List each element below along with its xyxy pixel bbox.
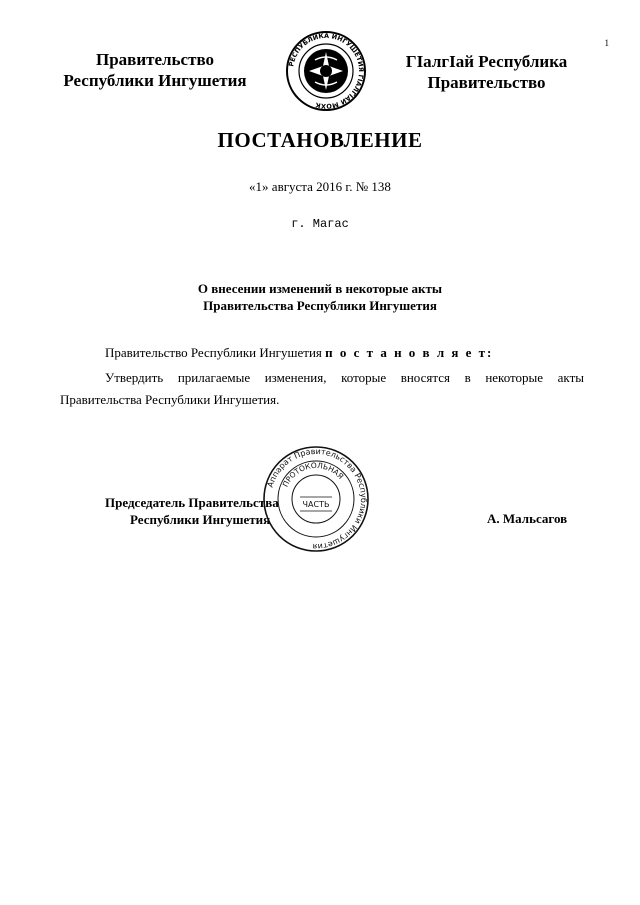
header-left	[40, 49, 270, 91]
stamp-inner-text: ПРОТОКОЛЬНАЯ	[280, 460, 346, 489]
document-city: г. Магас	[291, 217, 349, 231]
paragraph-1-text: Правительство Республики Ингушетия	[105, 345, 326, 360]
header-left-line-1: Правительство	[95, 50, 215, 69]
header-right-line-2: Правительство	[427, 73, 546, 92]
official-stamp	[262, 445, 370, 553]
header-right-line-1: ГIалгIай Республика	[405, 52, 568, 71]
position-line-2: Республики Ингушетия	[130, 512, 271, 527]
paragraph-1-resolves: п о с т а н о в л я е т:	[325, 345, 494, 360]
svg-text:ПРОТОКОЛЬНАЯ	[281, 461, 346, 489]
emblem-icon	[285, 30, 367, 112]
document-date-number: «1» августа 2016 г. № 138	[249, 179, 391, 194]
document-subject	[0, 280, 640, 314]
emblem-ring-text: РЕСПУБЛИКА ИНГУШЕТИЯ ГIАЛГIАЙ МОХК	[287, 31, 366, 111]
stamp-outer-text: Аппарат Правительства Республики Ингушетия	[265, 446, 369, 552]
stamp-center-text: ЧАСТЬ	[302, 500, 330, 509]
position-line-1: Председатель Правительства	[105, 495, 279, 510]
document-title: ПОСТАНОВЛЕНИЕ	[217, 128, 423, 152]
subject-line-2: Правительства Республики Ингушетия	[203, 298, 437, 313]
header-left-line-2: Республики Ингушетия	[63, 71, 247, 90]
signatory-name: А. Мальсагов	[487, 511, 568, 526]
subject-line-1: О внесении изменений в некоторые акты	[197, 281, 443, 296]
body-paragraph-2: Утвердить прилагаемые изменения, которые вносятся в некоторые акты Правительства Республики Ингушетия.	[60, 370, 584, 407]
stamp-icon	[262, 445, 370, 553]
signatory-position	[105, 494, 279, 528]
coat-of-arms-emblem	[285, 30, 367, 112]
svg-text:Аппарат Правительства Республи	[266, 447, 368, 551]
body-paragraph-1	[105, 342, 493, 364]
header-right	[384, 51, 589, 93]
page-number: 1	[604, 38, 609, 48]
